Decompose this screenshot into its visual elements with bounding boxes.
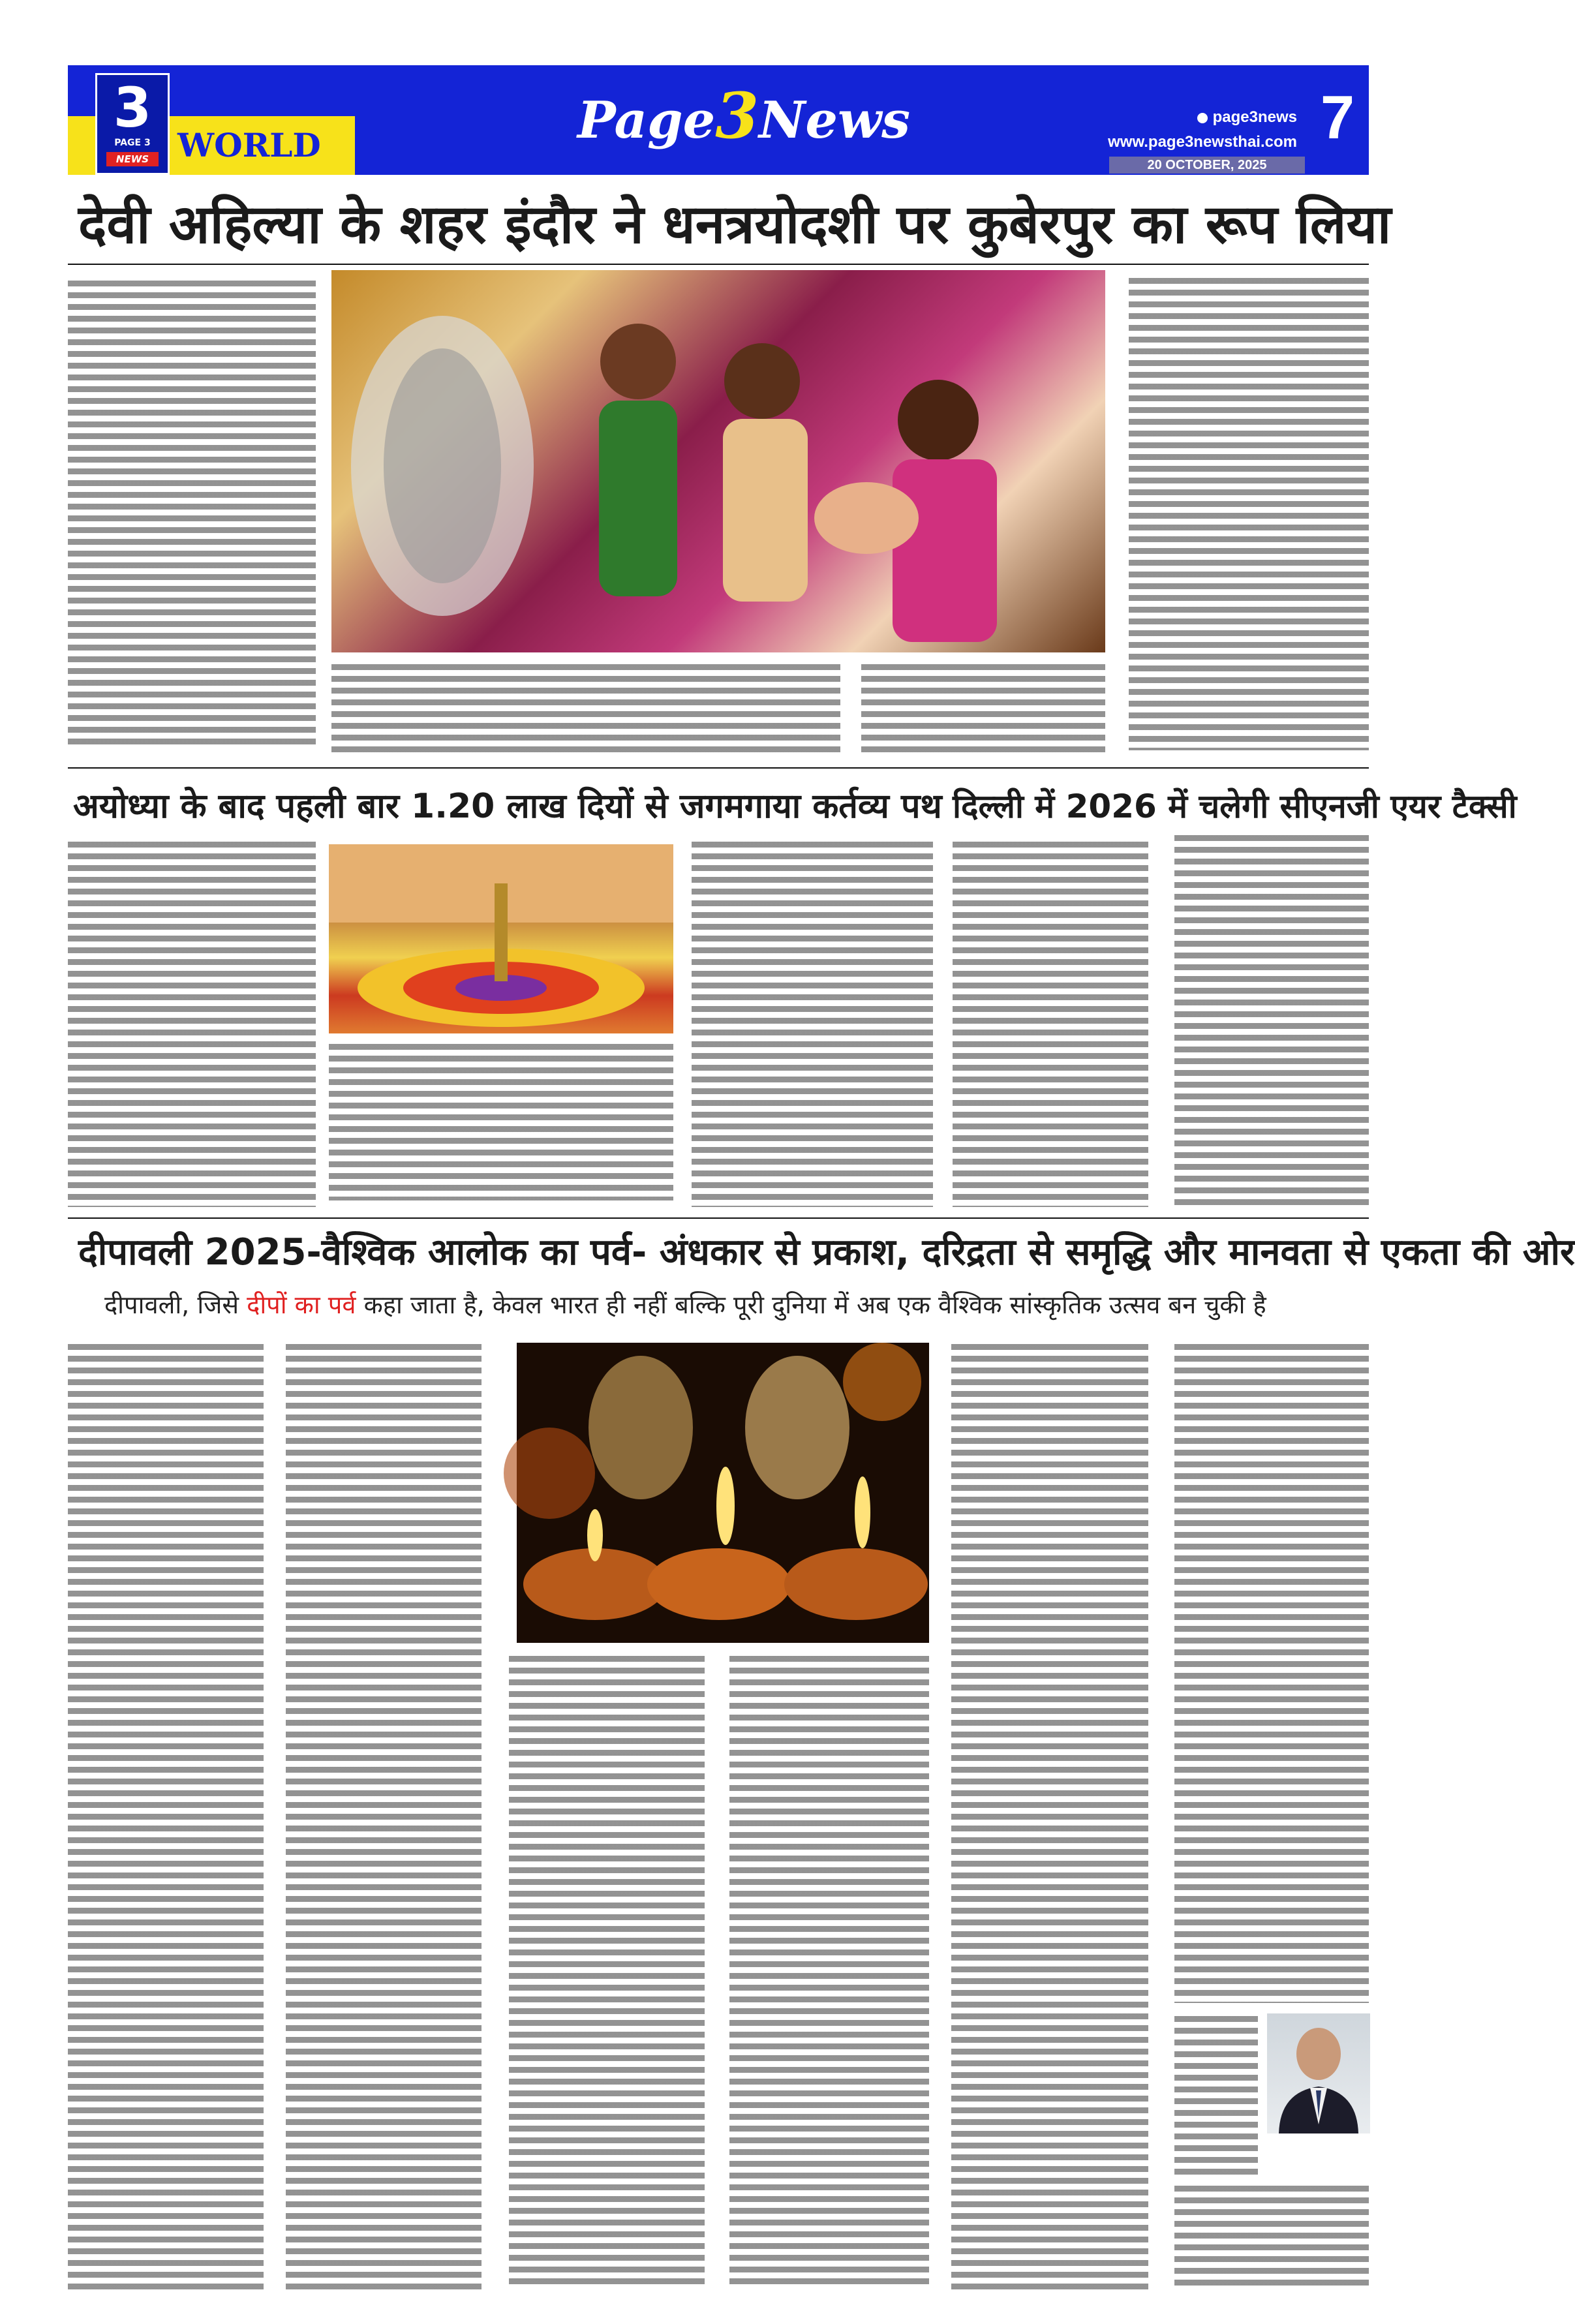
author-portrait-photo [1267,2013,1370,2133]
feature-subhead-start: दीपावली, जिसे [104,1291,247,1319]
website-url: www.page3newsthai.com [1108,133,1297,151]
feature-headline: दीपावली 2025-वैश्विक आलोक का पर्व- अंधकार से प्रकाश, दरिद्रता से समृद्धि और मानवता से एकता की ओर [78,1231,1575,1274]
feature-subhead-end: कहा जाता है, केवल भारत ही नहीं बल्कि पूरी दुनिया में अब एक वैश्विक सांस्कृतिक उत्सव बन चुकी है [356,1291,1266,1319]
issue-date: 20 OCTOBER, 2025 [1109,157,1305,174]
ganesh-lakshmi-diya-photo [517,1343,929,1643]
brand-title [561,77,926,160]
lead-left-column [68,281,316,750]
logo-subtitle: PAGE 3 [114,138,151,148]
diya-rangoli-photo [329,844,673,1033]
diya-photo-art [517,1343,929,1643]
feature-column-2 [286,1344,482,2290]
brand-suffix: News [759,91,911,150]
page3-logo [95,73,170,175]
air-taxi-headline: दिल्ली में 2026 में चलेगी सीएनजी एयर टैक्सी [953,787,1517,825]
section-label: WORLD [177,126,321,164]
feature-column-6 [1174,1344,1369,2003]
divider [68,1217,1369,1219]
feature-column-5 [951,1344,1148,2290]
feature-column-1 [68,1344,264,2290]
divider [68,264,1369,265]
feature-subhead [104,1285,1331,1324]
brand-number: 3 [715,79,759,153]
feature-column-3 [509,1656,705,2290]
dhanteras-photo-art [331,270,1105,652]
lead-caption-block [331,664,840,756]
author-portrait-art [1267,2013,1370,2133]
air-taxi-column-2 [1174,835,1369,1207]
brand-prefix: Page [577,91,716,150]
second-left-column [68,842,316,1207]
feature-subhead-highlight: दीपों का पर्व [247,1291,356,1319]
lead-headline: देवी अहिल्या के शहर इंदौर ने धनत्रयोदशी पर कुबेरपुर का रूप लिया [78,194,1392,256]
second-right-column [692,842,933,1207]
author-bio-column [1174,2016,1258,2179]
page-number: 7 [1320,83,1355,151]
rangoli-photo-art [329,844,673,1033]
social-handle-text: page3news [1212,108,1297,126]
feature-column-4 [729,1656,929,2290]
logo-badge: NEWS [106,152,159,166]
lead-right-column [1129,278,1369,750]
social-dot-icon [1197,113,1208,123]
air-taxi-column-1 [953,842,1148,1207]
dhanteras-shopping-photo [331,270,1105,652]
divider [68,767,1369,769]
second-caption-block [329,1044,673,1200]
kartavya-path-headline: अयोध्या के बाद पहली बार 1.20 लाख दियों से जगमगाया कर्तव्य पथ [73,787,942,826]
lead-bottom-column [861,664,1105,756]
author-credit-block [1174,2186,1369,2290]
social-handle [1121,108,1297,127]
logo-number: 3 [113,76,152,140]
